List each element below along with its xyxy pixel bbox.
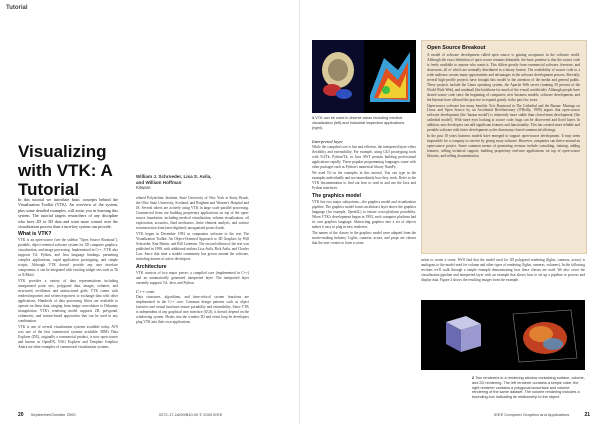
middle-column (136, 196, 249, 407)
page-gutter (299, 0, 300, 424)
heading-architecture: Architecture (136, 264, 167, 270)
figure-1-label: 1 (312, 116, 315, 120)
paragraph: While the compiled core is fast and efficient, the interpreted layer offers flexibility and extensibility. For example, using GUI prototyping tools with Tcl/Tk, Python/Tk, or Java AWT permits building professional applications rapidly. These popular programming languages come with other packages such as Python's numerical library NumPy. (312, 145, 416, 169)
figure-2-caption (472, 376, 585, 400)
right-footer (480, 412, 590, 418)
sidebar-paragraph: A model of software development called open source is gaining acceptance in the software world. Although the exact definition of open source remains debatable, the basic premise is that the source code is freely available to anyone who wants it. This differs greatly from commercial software, freeware, and shareware, all of which are normally distributed in a binary format. The availability of source code to a wide audience creates many opportunities and advantages in the software development process. Recently, several high-profile projects have brought this model to the attention of the media and general public. These projects include the Linux operating system, the Apache Web server (running 50 percent of the World Wide Web), and sendmail (the backbone for much of the e-mail worldwide). Although people have shared source code since the beginning of computers, new business models, software development, and the Internet have allowed the practice to expand greatly in the past few years. (427, 53, 580, 102)
lead-paragraph: In this tutorial we introduce basic concepts behind the Visualization Toolkit (VTK). An overview of the system, plus some detailed examples, will assist you in learning this system. The tutorial targets researchers of any discipline who have 2D or 3D data and want more control over the visualization process than a turn-key system can provide. (18, 197, 118, 230)
volume-render (543, 338, 563, 350)
right-page-number: 21 (584, 412, 590, 418)
left-date: September/October 2000 (30, 412, 76, 417)
sidebar-title: Open Source Breakout (427, 45, 486, 51)
author-affiliation: Kitware (136, 185, 151, 190)
left-column (18, 197, 118, 407)
paragraph: tation to create a scene. We'll find that the model used for 3D polygonal rendering (lights, cameras, actors) is analogous to the model used for volume and other types of rendering (lights, cameras, volumes). In the following sections we'll walk through a simple example demonstrating how these classes are used. We also cover the visualization pipeline and interpreted layer with an example that shows how to set up a pipeline to process and display data. Figure 2 shows the resulting images from the example. (421, 258, 585, 282)
paragraph: VTK provides a variety of data representations including unorganized point sets, polygonal data, images, volumes, and structured, rectilinear, and unstructured grids. VTK comes with readers/importers and writers/exporters to exchange data with other applications. Hundreds of data processing filters are available to operate on these data, ranging from image convolution to Delaunay triangulation. VTK's rendering model supports 2D, polygonal, volumetric, and texture-based approaches that can be used in any combination. (18, 279, 118, 324)
author-names-1: William J. Schroeder, Lisa S. Avila, (136, 174, 212, 179)
paragraph: VTK is one of several visualization systems available today. AVS was one of the first commercial systems available. IBM's Data Explorer (DX), originally a commercial product, is now open source and known as OpenDX. NAG Explorer and Template Graphics Amira are other examples of commercial visualization systems. (18, 325, 118, 350)
paragraph: We used Tcl in the examples in this tutorial. You can type in the examples individually and see immediately how they work. Refer to the VTK documentation to find out how to read in and use the Java and Python interfaces. (312, 171, 416, 190)
figure-2-render (421, 300, 585, 370)
heading-cpp-core: C++ core (136, 289, 155, 294)
heading-graphics-model: The graphics model (312, 193, 362, 199)
figure-1-render (312, 40, 416, 113)
vessel-render (336, 89, 352, 99)
authors-block (136, 174, 256, 191)
right-page-column (312, 136, 416, 406)
paragraph: VTK is an open-source (see the sidebar "Open Source Breakout"), portable, object-oriented software system for 3D computer graphics, visualization, and image processing. Implemented in C++, VTK also supports Tcl, Python, and Java language bindings, permitting complex applications, rapid application prototyping, and simple scripts. Although VTK doesn't provide any user interface components, it can be integrated with existing widget sets such as Tk or X/Motif. (18, 238, 118, 278)
heading-interpreted-layer: Interpreted layer (312, 139, 344, 144)
figure-2-label: 2 (472, 376, 475, 380)
left-footer (18, 412, 298, 418)
figure-1-images (312, 40, 416, 113)
part-feature (382, 86, 390, 94)
paragraph: VTK consists of two major pieces: a compiled core (implemented in C++) and an automatically generated interpreted layer. The interpreted layer currently supports Tcl, Java, and Python. (136, 271, 249, 285)
paragraph: The names of the classes in the graphics model were adapted from the movie-making industry. Lights, cameras, actors, and props are classes that the user creates to form a scene. (312, 231, 416, 245)
figure-2-images (421, 300, 585, 370)
paragraph: related Polytechnic Institute, State University of New York at Stony Brook, the Ohio State University, Scotland, and Brigham and Women's Hospital and JS. Several others are actively using VTK in large scale parallel processing. Commercial firms are building proprietary applications on top of the open-source foundation, including medical visualization, volume visualization, oil exploration, acoustics, fluid mechanics, finite element analysis, and surface reconstruction from laser-digitized, unorganized point clouds. (136, 196, 249, 230)
right-page-column-2 (421, 258, 585, 296)
sidebar-paragraph: In the past 10 years business models have emerged to support open-source development. It may seem impossible for a company to survive by giving away software. However, companies can thrive around an open-source project. Some common means of generating revenue include consulting, training, adding features, selling technical support, building proprietary end-user applications on top of open-source libraries, and selling documentation. (427, 134, 580, 159)
open-source-sidebar (421, 40, 587, 254)
sidebar-paragraph: Open-source software has many benefits. Eric Raymond in The Cathedral and the Bazaar: Musings on Linux and Open Source by an Accidental Revolutionary (O'Reilly, 1999) argues that open-source software development (the 'bazaar model') is inherently more stable than closed-team development ('the cathedral model'). With more eyes looking at source code, bugs can be discovered and fixed faster. In addition, new developers can add significant features and functionality. This has created more reliable and portable software with faster development cycles than many closed commercial offerings. (427, 103, 580, 133)
left-page-number: 20 (18, 412, 24, 418)
article-title: Visualizing with VTK: A Tutorial (18, 142, 113, 199)
heading-what-is-vtk: What is VTK? (18, 231, 52, 238)
paragraph: VTK has two major subsystems—the graphics model and visualization pipeline. The graphics model forms an abstract layer above the graphics language (for example, OpenGL) to ensure cross-platform portability. When VTK's development began in 1993, each computer platform had its own graphics language. Abstracting graphics into a set of objects makes it easy to plug in new renderers. (312, 200, 416, 229)
figure-1-caption (312, 116, 416, 130)
right-publication: IEEE Computer Graphics and Applications (494, 412, 570, 417)
paragraph: VTK began in December 1993 as companion software to the text The Visualization Toolkit: An Object-Oriented Approach to 3D Graphics by Will Schroeder, Ken Martin, and Bill Lorensen. The second edition of the text was published in 1998, with additional authors Lisa Avila, Rick Avila, and Charles Law. Since that time a sizable community has grown around the software, including dozens of active developers. (136, 232, 249, 261)
figure-2-text: Two renderers in a rendering window containing surface, volume, and 2D rendering. The left renderer contains a simple cube; the right renderer contains a polygonal isosurface and volume rendering of the same dataset. The volume rendering includes a bounding box indicating its relationship to the object. (472, 376, 585, 400)
left-issn: 0272-17-16/00/$10.00 © 2000 IEEE (158, 412, 223, 417)
author-names-2: and William Hoffman (136, 179, 182, 185)
paragraph: Data structures, algorithms, and time-critical system functions are implemented in the C++ core. Common design patterns such as object factories and virtual functions ensure portability and extensibility. Since VTK is independent of any graphical user interface (GUI), it doesn't depend on the windowing system. Hooks into the window ID and event loop let developers plug VTK into their own applications. (136, 295, 249, 324)
section-tag: Tutorial (6, 5, 28, 11)
sidebar-body (427, 53, 580, 249)
figure-1-text: VTK can be used in diverse areas including medical visualization (left) and industrial inspection applications (right). (312, 116, 405, 130)
skull-inner (328, 59, 348, 81)
